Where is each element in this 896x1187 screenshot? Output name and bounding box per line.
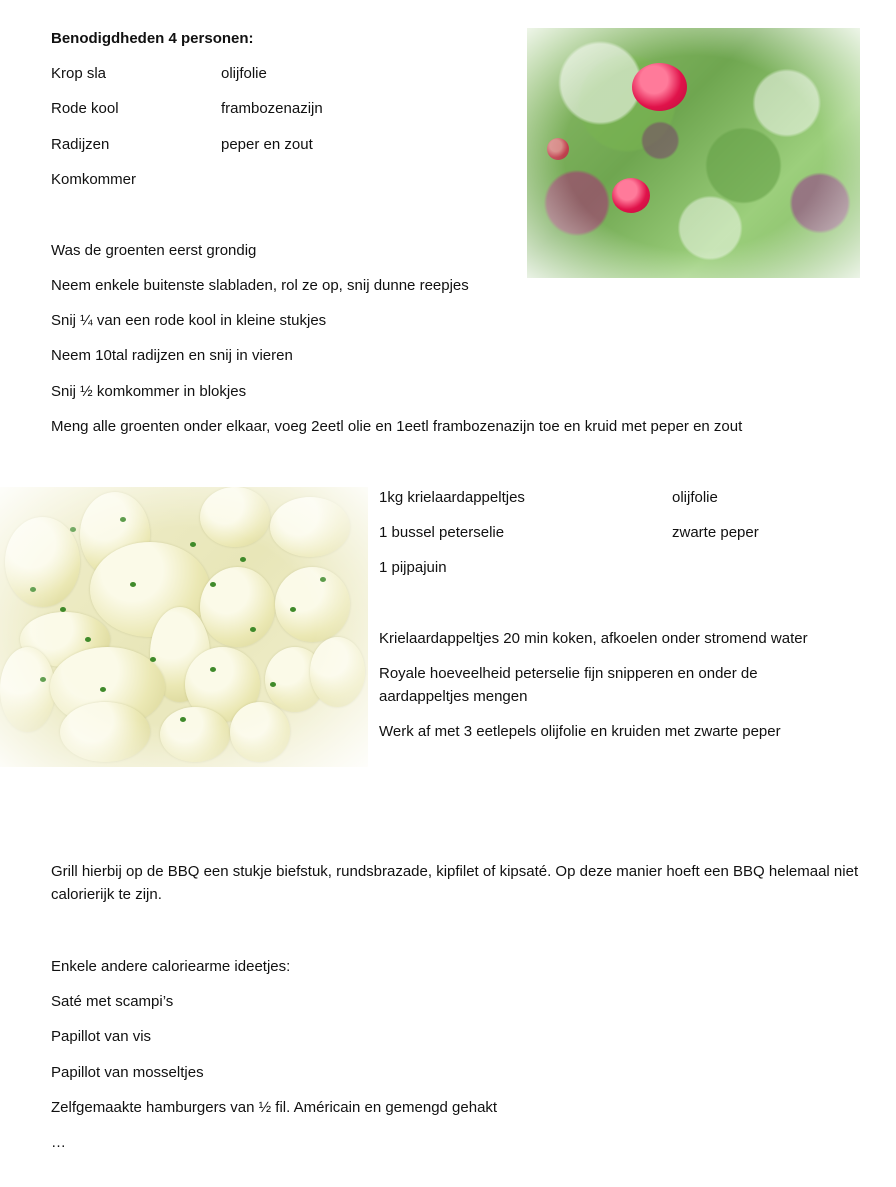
ingredients-heading: Benodigdheden 4 personen: — [51, 30, 254, 47]
ideas-heading: Enkele andere caloriearme ideetjes: — [51, 958, 291, 975]
salad-condiment: peper en zout — [221, 136, 313, 153]
potato-ingredient: 1 bussel peterselie — [379, 524, 505, 541]
salad-photo — [527, 28, 860, 278]
potato-condiment: zwarte peper — [672, 524, 759, 541]
salad-step: Neem enkele buitenste slabladen, rol ze op, snij dunne reepjes — [51, 277, 469, 294]
salad-step: Snij ½ komkommer in blokjes — [51, 383, 247, 400]
potato-step: Werk af met 3 eetlepels olijfolie en kruiden met zwarte peper — [379, 723, 781, 740]
potato-ingredient: 1kg krielaardappeltjes — [379, 489, 525, 506]
idea-item: … — [51, 1134, 66, 1151]
potato-ingredient: 1 pijpajuin — [379, 559, 447, 576]
salad-step: Was de groenten eerst grondig — [51, 242, 257, 259]
potatoes-photo — [0, 487, 368, 767]
salad-ingredient: Rode kool — [51, 100, 119, 117]
bbq-paragraph: Grill hierbij op de BBQ een stukje biefstuk, rundsbrazade, kipfilet of kipsaté. Op deze manier hoeft een BBQ helemaal niet calorierijk te zijn. — [51, 863, 859, 903]
idea-item: Saté met scampi’s — [51, 993, 174, 1010]
salad-ingredient: Krop sla — [51, 65, 107, 82]
salad-ingredient: Radijzen — [51, 136, 110, 153]
idea-item: Papillot van mosseltjes — [51, 1064, 204, 1081]
potato-step: Royale hoeveelheid peterselie fijn snipperen en onder de aardappeltjes mengen — [379, 665, 758, 705]
salad-step: Neem 10tal radijzen en snij in vieren — [51, 347, 293, 364]
salad-step: Snij ¼ van een rode kool in kleine stukjes — [51, 312, 327, 329]
potato-step: Krielaardappeltjes 20 min koken, afkoelen onder stromend water — [379, 630, 808, 647]
salad-condiment: olijfolie — [221, 65, 267, 82]
salad-step: Meng alle groenten onder elkaar, voeg 2eetl olie en 1eetl frambozenazijn toe en kruid met peper en zout — [51, 418, 743, 435]
salad-ingredient: Komkommer — [51, 171, 137, 188]
idea-item: Zelfgemaakte hamburgers van ½ fil. Américain en gemengd gehakt — [51, 1099, 498, 1116]
idea-item: Papillot van vis — [51, 1028, 152, 1045]
potato-condiment: olijfolie — [672, 489, 718, 506]
salad-condiment: frambozenazijn — [221, 100, 323, 117]
